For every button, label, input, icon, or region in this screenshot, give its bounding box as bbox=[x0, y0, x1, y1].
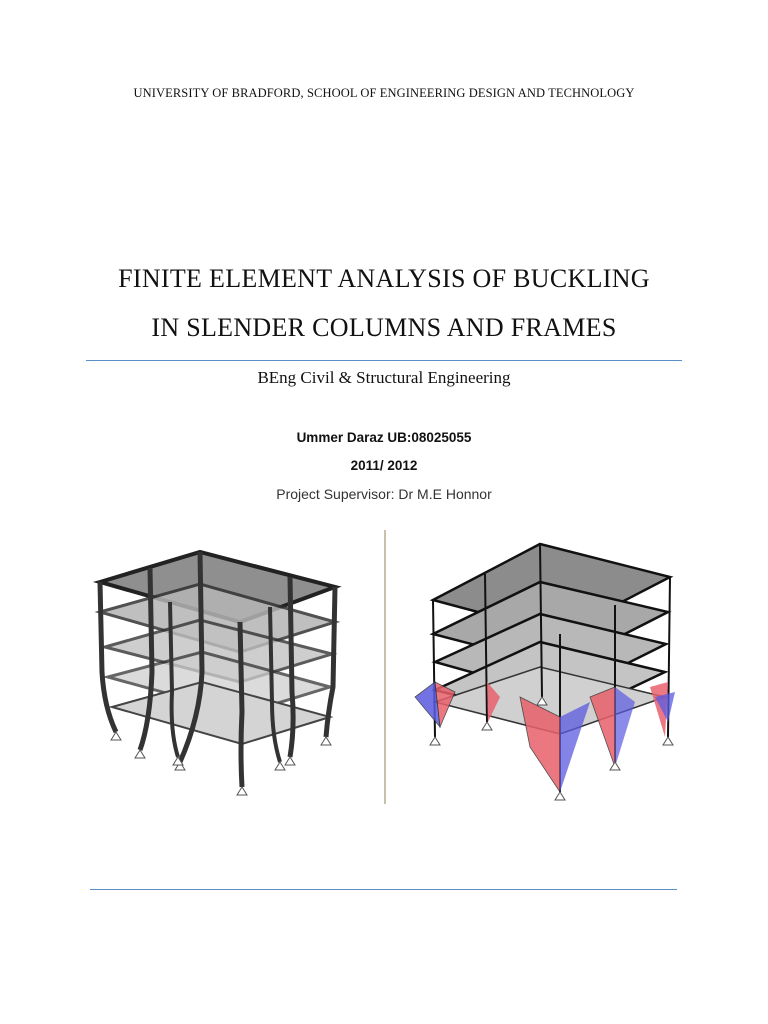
author-name: Ummer Daraz UB:08025055 bbox=[296, 430, 472, 445]
university-header: UNIVERSITY OF BRADFORD, SCHOOL OF ENGINEERING DESIGN AND TECHNOLOGY bbox=[133, 86, 635, 100]
bottom-divider bbox=[90, 889, 677, 890]
title-line-1: FINITE ELEMENT ANALYSIS OF BUCKLING bbox=[118, 264, 650, 293]
structure-figures bbox=[90, 522, 690, 812]
buckled-frame-figure bbox=[100, 552, 335, 795]
moment-frame-figure bbox=[415, 544, 675, 800]
project-supervisor: Project Supervisor: Dr M.E Honnor bbox=[276, 486, 492, 502]
title-line-2: IN SLENDER COLUMNS AND FRAMES bbox=[151, 313, 617, 342]
academic-year: 2011/ 2012 bbox=[350, 458, 418, 473]
degree-subtitle: BEng Civil & Structural Engineering bbox=[257, 368, 511, 387]
top-divider bbox=[86, 360, 682, 361]
